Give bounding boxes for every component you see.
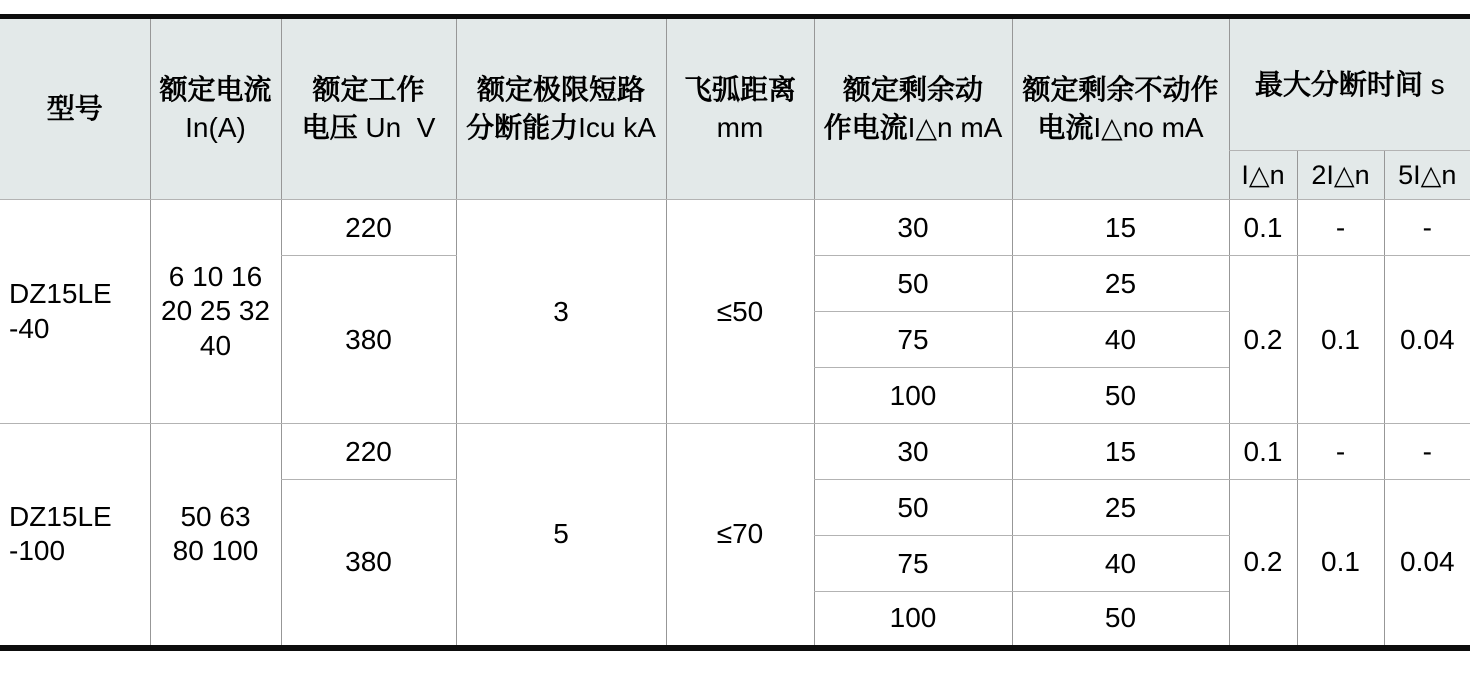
header-unit: I△no mA: [1093, 112, 1203, 143]
arc-distance-cell: ≤50: [666, 200, 814, 424]
idn-cell: 30: [814, 424, 1012, 480]
header-row-main: [0, 17, 1470, 151]
idn-cell: 75: [814, 312, 1012, 368]
header-label: 额定剩余不动作: [1013, 71, 1229, 109]
idn-cell: 50: [814, 480, 1012, 536]
idno-cell: 15: [1012, 424, 1229, 480]
current-line: 20 25 32: [151, 294, 281, 328]
header-label: 作电流: [824, 112, 908, 143]
time-idn-cell: 0.1: [1229, 200, 1297, 256]
idno-cell: 15: [1012, 200, 1229, 256]
time-2idn-cell: -: [1297, 200, 1384, 256]
voltage-cell: 220: [281, 200, 456, 256]
header-label-line2: [815, 109, 1012, 147]
header-unit: In(A): [151, 109, 281, 147]
icu-cell: 3: [456, 200, 666, 424]
time-2idn-cell: -: [1297, 424, 1384, 480]
current-line: 6 10 16: [151, 260, 281, 294]
time-5idn-cell: -: [1384, 424, 1470, 480]
col-header-rated-current: [150, 17, 281, 200]
voltage-cell: 220: [281, 424, 456, 480]
current-line: 80 100: [151, 534, 281, 568]
header-label-line2: [457, 109, 666, 147]
voltage-cell: 380: [281, 256, 456, 424]
idn-cell: 100: [814, 592, 1012, 648]
col-header-time-2idn: 2I△n: [1297, 151, 1384, 200]
arc-distance-cell: ≤70: [666, 424, 814, 648]
current-line: 40: [151, 329, 281, 363]
model-line: -100: [9, 534, 150, 568]
idn-cell: 100: [814, 368, 1012, 424]
breaker-spec-table: [0, 14, 1470, 651]
header-label-line: [1230, 66, 1470, 104]
idno-cell: 50: [1012, 368, 1229, 424]
col-header-time-idn: I△n: [1229, 151, 1297, 200]
time-2idn-cell: 0.1: [1297, 256, 1384, 424]
voltage-cell: 380: [281, 480, 456, 648]
rated-current-cell: [150, 424, 281, 648]
header-unit: I△n mA: [908, 112, 1003, 143]
idno-cell: 40: [1012, 312, 1229, 368]
idno-cell: 25: [1012, 256, 1229, 312]
col-header-residual-operating-current: [814, 17, 1012, 200]
time-5idn-cell: 0.04: [1384, 480, 1470, 648]
col-header-time-5idn: 5I△n: [1384, 151, 1470, 200]
header-label: 额定电流: [151, 71, 281, 109]
model-cell: [0, 200, 150, 424]
idn-cell: 75: [814, 536, 1012, 592]
current-line: 50 63: [151, 500, 281, 534]
time-idn-cell: 0.1: [1229, 424, 1297, 480]
header-label: 电流: [1037, 112, 1093, 143]
header-unit: s: [1423, 69, 1445, 100]
model-line: -40: [9, 312, 150, 346]
col-header-breaking-capacity: [456, 17, 666, 200]
idn-cell: 50: [814, 256, 1012, 312]
rated-current-cell: [150, 200, 281, 424]
header-label: 分断能力: [466, 112, 578, 143]
model-line: DZ15LE: [9, 277, 150, 311]
time-idn-cell: 0.2: [1229, 256, 1297, 424]
header-label-line2: [282, 109, 456, 147]
idno-cell: 50: [1012, 592, 1229, 648]
col-header-residual-non-operating-current: [1012, 17, 1229, 200]
header-unit: Un V: [358, 112, 436, 143]
col-header-max-breaking-time: [1229, 17, 1470, 151]
header-label-line2: [1013, 109, 1229, 147]
header-label: 飞弧距离: [667, 71, 814, 109]
model-cell: [0, 424, 150, 648]
icu-cell: 5: [456, 424, 666, 648]
time-5idn-cell: -: [1384, 200, 1470, 256]
header-label: 额定剩余动: [815, 71, 1012, 109]
header-label: 型号: [0, 90, 150, 128]
col-header-arc-distance: [666, 17, 814, 200]
idn-cell: 30: [814, 200, 1012, 256]
col-header-model: [0, 17, 150, 200]
header-unit: Icu kA: [578, 112, 656, 143]
time-5idn-cell: 0.04: [1384, 256, 1470, 424]
col-header-working-voltage: [281, 17, 456, 200]
header-label: 额定工作: [282, 71, 456, 109]
header-label: 最大分断时间: [1255, 69, 1423, 100]
idno-cell: 25: [1012, 480, 1229, 536]
header-label: 额定极限短路: [457, 71, 666, 109]
table-row: [0, 200, 1470, 256]
time-2idn-cell: 0.1: [1297, 480, 1384, 648]
idno-cell: 40: [1012, 536, 1229, 592]
model-line: DZ15LE: [9, 500, 150, 534]
time-idn-cell: 0.2: [1229, 480, 1297, 648]
table-row: [0, 424, 1470, 480]
header-label: 电压: [302, 112, 358, 143]
header-unit: mm: [667, 109, 814, 147]
